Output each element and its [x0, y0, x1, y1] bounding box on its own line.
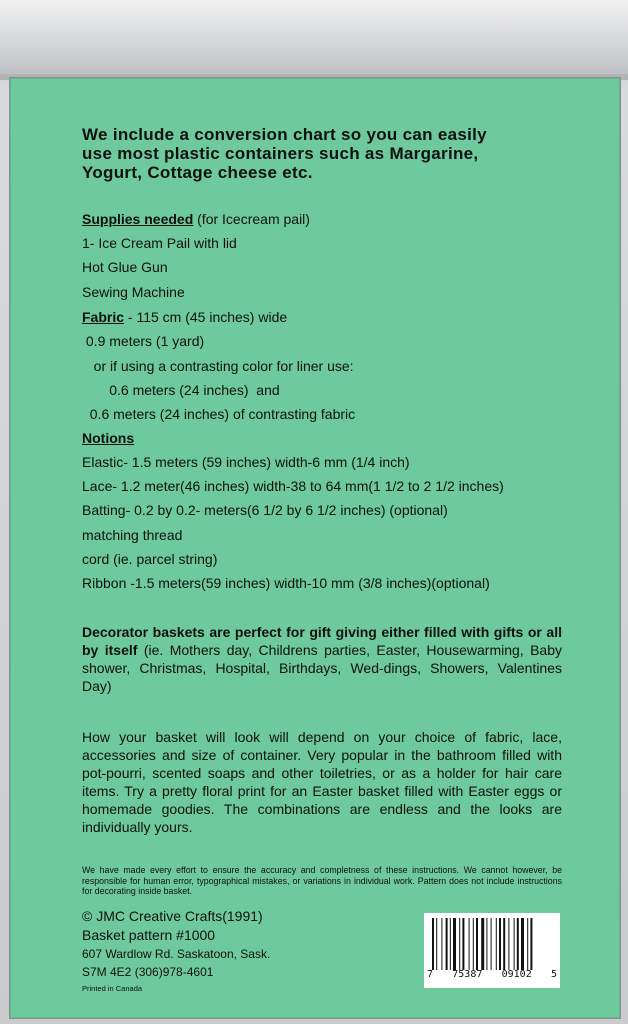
barcode-right-digit: 5	[550, 969, 557, 980]
disclaimer-text: We have made every effort to ensure the accuracy and completness of these instructions. We cannot however, be responsible for human error, typographical mistakes, or variations in individual work. Pattern does not include instructions for decorating inside basket.	[82, 865, 562, 896]
fabric-item: 0.6 meters (24 inches) of contrasting fabric	[82, 406, 356, 422]
barcode-stripe	[462, 918, 464, 970]
pattern-back-card	[10, 78, 620, 1018]
barcode-stripe	[453, 918, 456, 970]
fabric-item: 0.9 meters (1 yard)	[82, 333, 205, 349]
supply-item: 1- Ice Cream Pail with lid	[82, 235, 237, 251]
conversion-chart-heading: We include a conversion chart so you can easily use most plastic containers such as Margarine, Yogurt, Cottage cheese etc.	[82, 125, 487, 182]
notion-item: Ribbon -1.5 meters(59 inches) width-10 mm (3/8 inches)(optional)	[82, 575, 490, 591]
notion-item: cord (ie. parcel string)	[82, 551, 218, 567]
barcode-stripe	[459, 918, 460, 970]
barcode-left-digit: 7	[427, 969, 434, 980]
notion-item: Lace- 1.2 meter(46 inches) width-38 to 64 mm(1 1/2 to 2 1/2 inches)	[82, 478, 504, 494]
barcode-stripe	[473, 918, 474, 970]
notion-item: Elastic- 1.5 meters (59 inches) width-6 mm (1/4 inch)	[82, 454, 410, 470]
description-paragraph: How your basket will look will depend on your choice of fabric, lace, accessories and size of container. Very popular in the bathroom filled with pot-pourri, scented soaps and other toiletries, or as a holder for hair care items. Try a pretty floral print for an Easter basket filled with Easter eggs or homemade goodies. The combinations are endless and the looks are individually yours.	[82, 729, 562, 835]
fabric-width: - 115 cm (45 inches) wide	[124, 309, 288, 325]
supplies-title: Supplies needed	[82, 211, 194, 227]
barcode-stripe	[469, 918, 470, 970]
fabric-item: or if using a contrasting color for liner use:	[82, 358, 354, 374]
barcode-stripe	[446, 918, 448, 970]
barcode-stripe	[508, 918, 509, 970]
fabric-title: Fabric	[82, 309, 125, 325]
barcode-stripe	[436, 918, 437, 970]
barcode-stripe	[486, 918, 487, 970]
barcode-stripe	[514, 918, 515, 970]
barcode-stripe	[517, 918, 519, 970]
barcode-stripe	[481, 918, 484, 970]
barcode-stripe	[432, 918, 434, 970]
barcode-group-1: 75387	[452, 969, 483, 980]
decorator-occasions: (ie. Mothers day, Childrens parties, Easter, Housewarming, Baby shower, Christmas, Hospital, Birthdays, Wed-dings, Showers, Valentines Day)	[82, 642, 563, 694]
barcode-stripe	[503, 918, 505, 970]
decorator-paragraph	[82, 623, 562, 695]
supply-item: Hot Glue Gun	[82, 259, 168, 275]
publisher-address: 607 Wardlow Rd. Saskatoon, Sask.	[82, 947, 271, 961]
barcode-digits	[424, 969, 560, 980]
barcode-group-2: 09102	[501, 969, 532, 980]
fabric-line	[82, 309, 287, 325]
notions-title: Notions	[82, 430, 135, 446]
barcode-stripe	[521, 918, 524, 970]
barcode-stripe	[530, 918, 532, 970]
barcode-stripe	[496, 918, 497, 970]
barcode-stripe	[476, 918, 478, 970]
publisher-postal-phone: S7M 4E2 (306)978-4601	[82, 965, 214, 979]
fabric-item: 0.6 meters (24 inches) and	[82, 382, 280, 398]
upc-barcode	[424, 913, 560, 988]
decorator-bold: Decorator baskets are perfect for gift giving either filled with gifts or all by itself	[82, 624, 562, 658]
plastic-bag-top	[0, 0, 628, 80]
barcode-stripe	[450, 918, 451, 970]
supply-item: Sewing Machine	[82, 284, 185, 300]
barcode-bars	[432, 918, 552, 970]
barcode-stripe	[499, 918, 501, 970]
notion-item: Batting- 0.2 by 0.2- meters(6 1/2 by 6 1/2 inches) (optional)	[82, 502, 448, 518]
printed-in-canada: Printed in Canada	[82, 984, 143, 993]
pattern-number: Basket pattern #1000	[82, 927, 216, 943]
barcode-stripe	[441, 918, 442, 970]
supplies-note: (for Icecream pail)	[193, 211, 310, 227]
barcode-stripe	[491, 918, 492, 970]
barcode-stripe	[527, 918, 528, 970]
copyright-line: © JMC Creative Crafts(1991)	[82, 908, 263, 924]
supplies-line	[82, 211, 310, 227]
notion-item: matching thread	[82, 527, 183, 543]
